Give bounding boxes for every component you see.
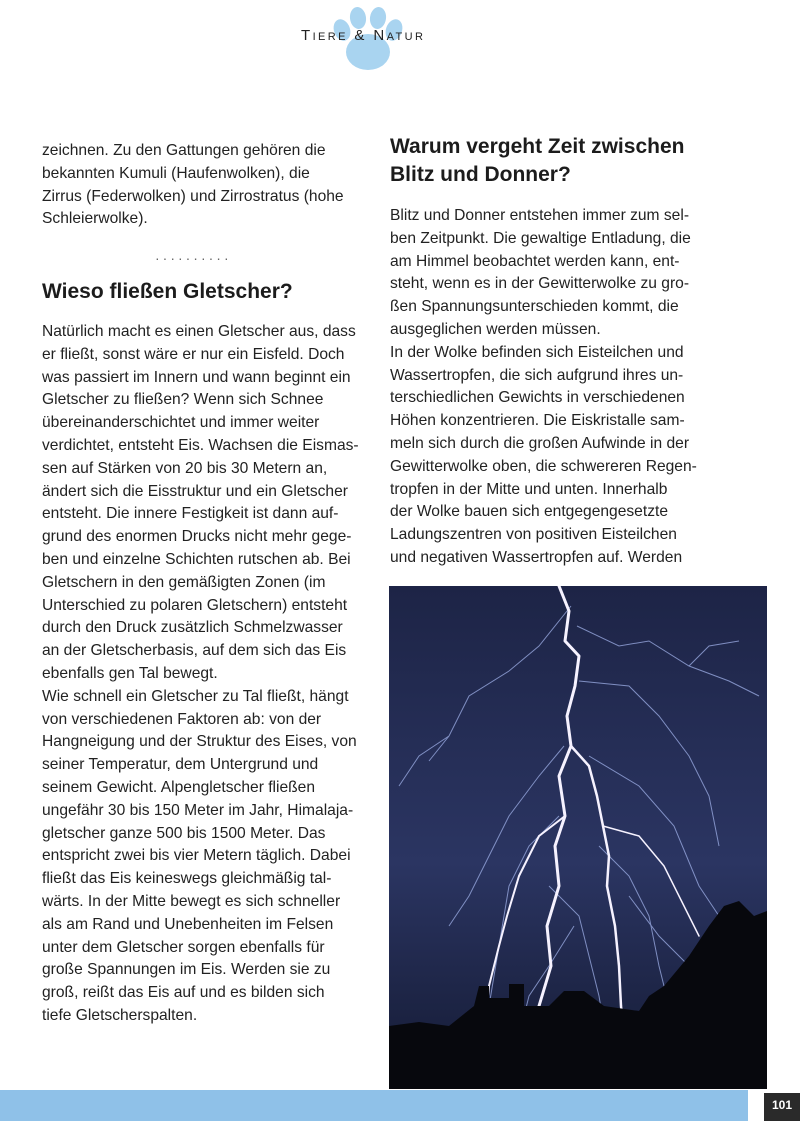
text-line: ßen Spannungsunterschieden kommt, die <box>390 298 679 316</box>
blitz-body <box>390 205 706 570</box>
text-line: gletscher ganze 500 bis 1500 Meter. Das <box>42 824 326 842</box>
text-line: zeichnen. Zu den Gattungen gehören die <box>42 142 326 159</box>
text-line: seinem Gewicht. Alpengletscher fließen <box>42 778 316 796</box>
text-line: Höhen konzentrieren. Die Eiskristalle sam- <box>390 412 685 430</box>
text-line: Zirrus (Federwolken) und Zirrostratus (hohe <box>42 187 344 205</box>
text-line: als am Rand und Unebenheiten im Felsen <box>42 915 334 933</box>
footer-bar <box>0 1090 748 1121</box>
text-line: sen auf Stärken von 20 bis 30 Metern an, <box>42 459 328 477</box>
text-line: und negativen Wassertropfen auf. Werden <box>390 548 683 566</box>
text-line: tropfen in der Mitte und unten. Innerhalb <box>390 480 668 498</box>
heading-gletscher: Wieso fließen Gletscher? <box>42 280 293 303</box>
text-line: Wassertropfen, die sich aufgrund ihres un- <box>390 366 684 384</box>
text-line: ben Zeitpunkt. Die gewaltige Entladung, die <box>390 229 691 247</box>
text-line: steht, wenn es in der Gewitterwolke zu gro- <box>390 275 690 293</box>
page-number: 101 <box>771 1098 793 1112</box>
text-line: der Wolke bauen sich entgegengesetzte <box>390 503 668 521</box>
text-line: was passiert im Innern und wann beginnt ein <box>42 368 351 386</box>
text-line: Natürlich macht es einen Gletscher aus, dass <box>42 323 356 340</box>
dotted-separator: ·········· <box>155 250 232 266</box>
text-line: entsteht. Die innere Festigkeit ist dann auf- <box>42 505 339 523</box>
text-line: terschiedlichen Gewichts in verschiedenen <box>390 389 685 407</box>
text-line: wärts. In der Mitte bewegt es sich schneller <box>42 892 341 910</box>
text-line: verdichtet, entsteht Eis. Wachsen die Eismas- <box>42 436 359 454</box>
text-line: von verschiedenen Faktoren ab: von der <box>42 710 322 728</box>
gletscher-body <box>42 321 362 1028</box>
text-line: entspricht zwei bis vier Metern täglich. Dabei <box>42 847 351 865</box>
text-line: Unterschied zu polaren Gletschern) entsteht <box>42 596 348 614</box>
text-line: ebenfalls gen Tal bewegt. <box>42 664 218 682</box>
text-line: am Himmel beobachtet werden kann, ent- <box>390 252 680 270</box>
text-line: fließt das Eis keineswegs gleichmäßig tal- <box>42 870 332 888</box>
text-line: groß, reißt das Eis auf und es bilden sich <box>42 984 325 1002</box>
heading-line: Warum vergeht Zeit zwischen <box>390 135 685 158</box>
text-line: bekannten Kumuli (Haufenwolken), die <box>42 164 310 182</box>
text-line: ben und einzelne Schichten rutschen ab. Bei <box>42 550 351 568</box>
lightning-photo <box>389 586 767 1089</box>
text-line: Wie schnell ein Gletscher zu Tal fließt, hängt <box>42 687 349 705</box>
text-line: ungefähr 30 bis 150 Meter im Jahr, Himalaja- <box>42 801 354 819</box>
text-line: Gletscher zu fließen? Wenn sich Schnee <box>42 391 324 409</box>
text-line: Gewitterwolke oben, die schwereren Regen- <box>390 457 697 475</box>
text-line: an der Gletscherbasis, auf dem sich das Eis <box>42 642 347 660</box>
text-line: In der Wolke befinden sich Eisteilchen und <box>390 343 684 361</box>
text-line: übereinanderschichtet und immer weiter <box>42 414 320 432</box>
text-line: Blitz und Donner entstehen immer zum sel- <box>390 207 690 224</box>
text-line: große Spannungen im Eis. Werden sie zu <box>42 961 331 979</box>
text-line: grund des enormen Drucks nicht mehr gege- <box>42 528 352 546</box>
text-line: ändert sich die Eisstruktur und ein Gletscher <box>42 482 348 500</box>
text-line: Hangneigung und der Struktur des Eises, von <box>42 733 357 751</box>
text-line: unter dem Gletscher sorgen ebenfalls für <box>42 938 325 956</box>
heading-line: Blitz und Donner? <box>390 163 571 186</box>
text-line: Schleierwolke). <box>42 210 148 228</box>
text-line: durch den Druck zusätzlich Schmelzwasser <box>42 619 343 637</box>
left-intro-paragraph <box>42 140 362 231</box>
section-title: Tiere & Natur <box>301 27 426 44</box>
text-line: seiner Temperatur, dem Untergrund und <box>42 756 319 774</box>
text-line: ausgeglichen werden müssen. <box>390 320 601 338</box>
text-line: Gletschern in den gemäßigten Zonen (im <box>42 573 326 591</box>
heading-blitz-donner <box>390 133 684 189</box>
text-line: tiefe Gletscherspalten. <box>42 1006 198 1024</box>
text-line: meln sich durch die großen Aufwinde in der <box>390 434 690 452</box>
text-line: er fließt, sonst wäre er nur ein Eisfeld. Doch <box>42 345 345 363</box>
text-line: Ladungszentren von positiven Eisteilchen <box>390 526 677 544</box>
